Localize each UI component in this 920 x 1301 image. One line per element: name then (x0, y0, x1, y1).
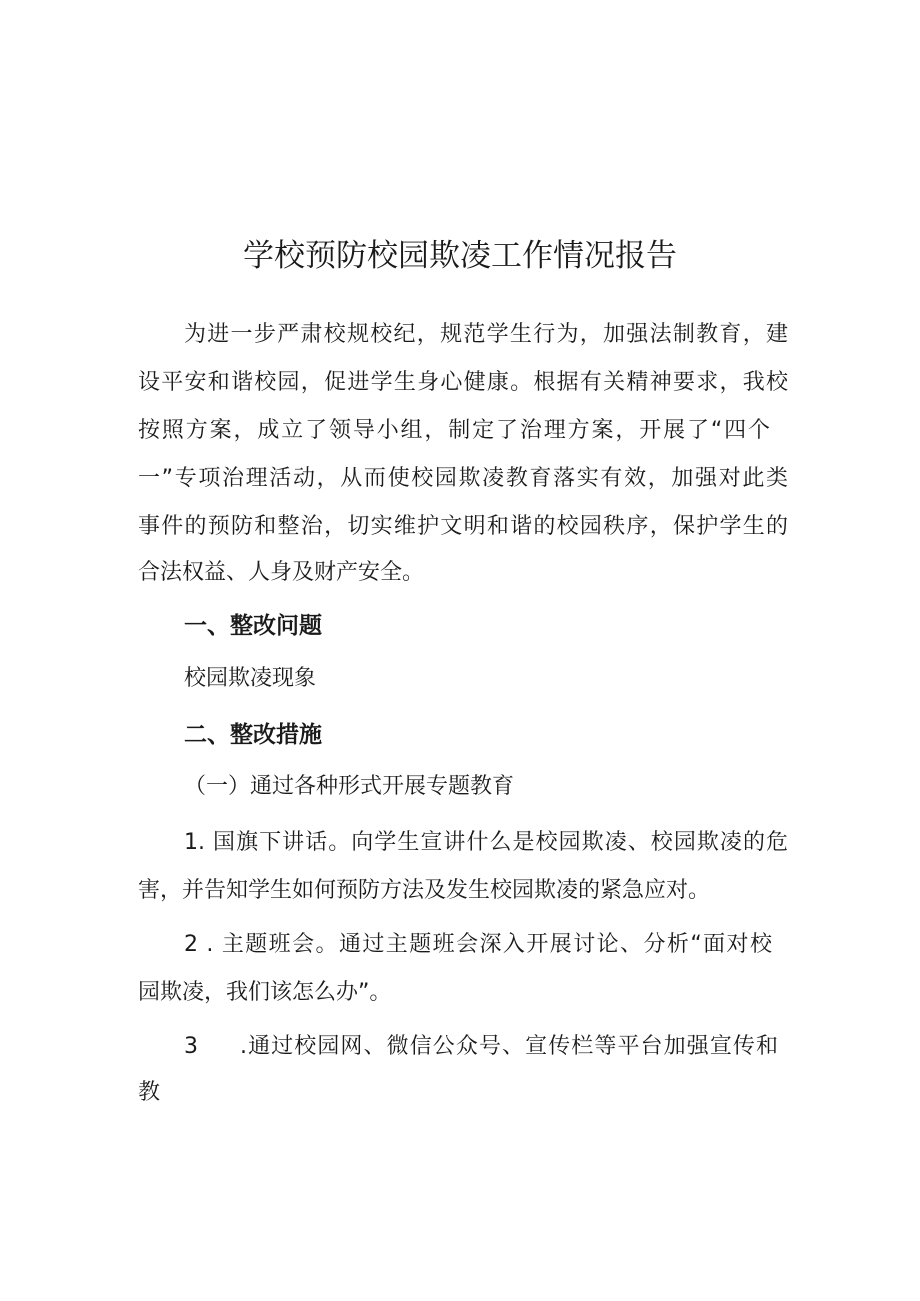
item-3-text: .通过校园网、微信公众号、宣传栏等平台加强宣传和 (240, 1034, 778, 1059)
item-2-line-2: 园欺凌，我们该怎么办”。 (138, 980, 392, 1005)
item-2-line-1: 2 . 主题班会。通过主题班会深入开展讨论、分析“面对校 (184, 932, 772, 957)
intro-line-4: 一”专项治理活动，从而使校园欺凌教育落实有效，加强对此类 (138, 466, 788, 491)
intro-line-3: 按照方案，成立了领导小组，制定了治理方案，开展了“四个 (138, 418, 770, 443)
section-2-heading: 二、整改措施 (184, 722, 322, 748)
document-title: 学校预防校园欺凌工作情况报告 (243, 238, 677, 274)
intro-line-1: 为进一步严肃校规校纪，规范学生行为，加强法制教育，建 (184, 322, 788, 347)
section-1-body: 校园欺凌现象 (184, 666, 317, 691)
item-3-continuation: 教 (138, 1080, 161, 1105)
section-1-heading: 一、整改问题 (184, 613, 322, 639)
item-1-line-1: 1. 国旗下讲话。向学生宣讲什么是校园欺凌、校园欺凌的危 (184, 830, 788, 855)
subsection-1-heading: （一）通过各种形式开展专题教育 (184, 774, 515, 799)
intro-line-5: 事件的预防和整治，切实维护文明和谐的校园秩序，保护学生的 (138, 514, 788, 539)
item-1-line-2: 害，并告知学生如何预防方法及发生校园欺凌的紧急应对。 (138, 878, 711, 903)
intro-line-6: 合法权益、人身及财产安全。 (138, 560, 425, 585)
intro-line-2: 设平安和谐校园，促进学生身心健康。根据有关精神要求，我校 (138, 370, 788, 395)
item-3-number: 3 (184, 1034, 198, 1059)
